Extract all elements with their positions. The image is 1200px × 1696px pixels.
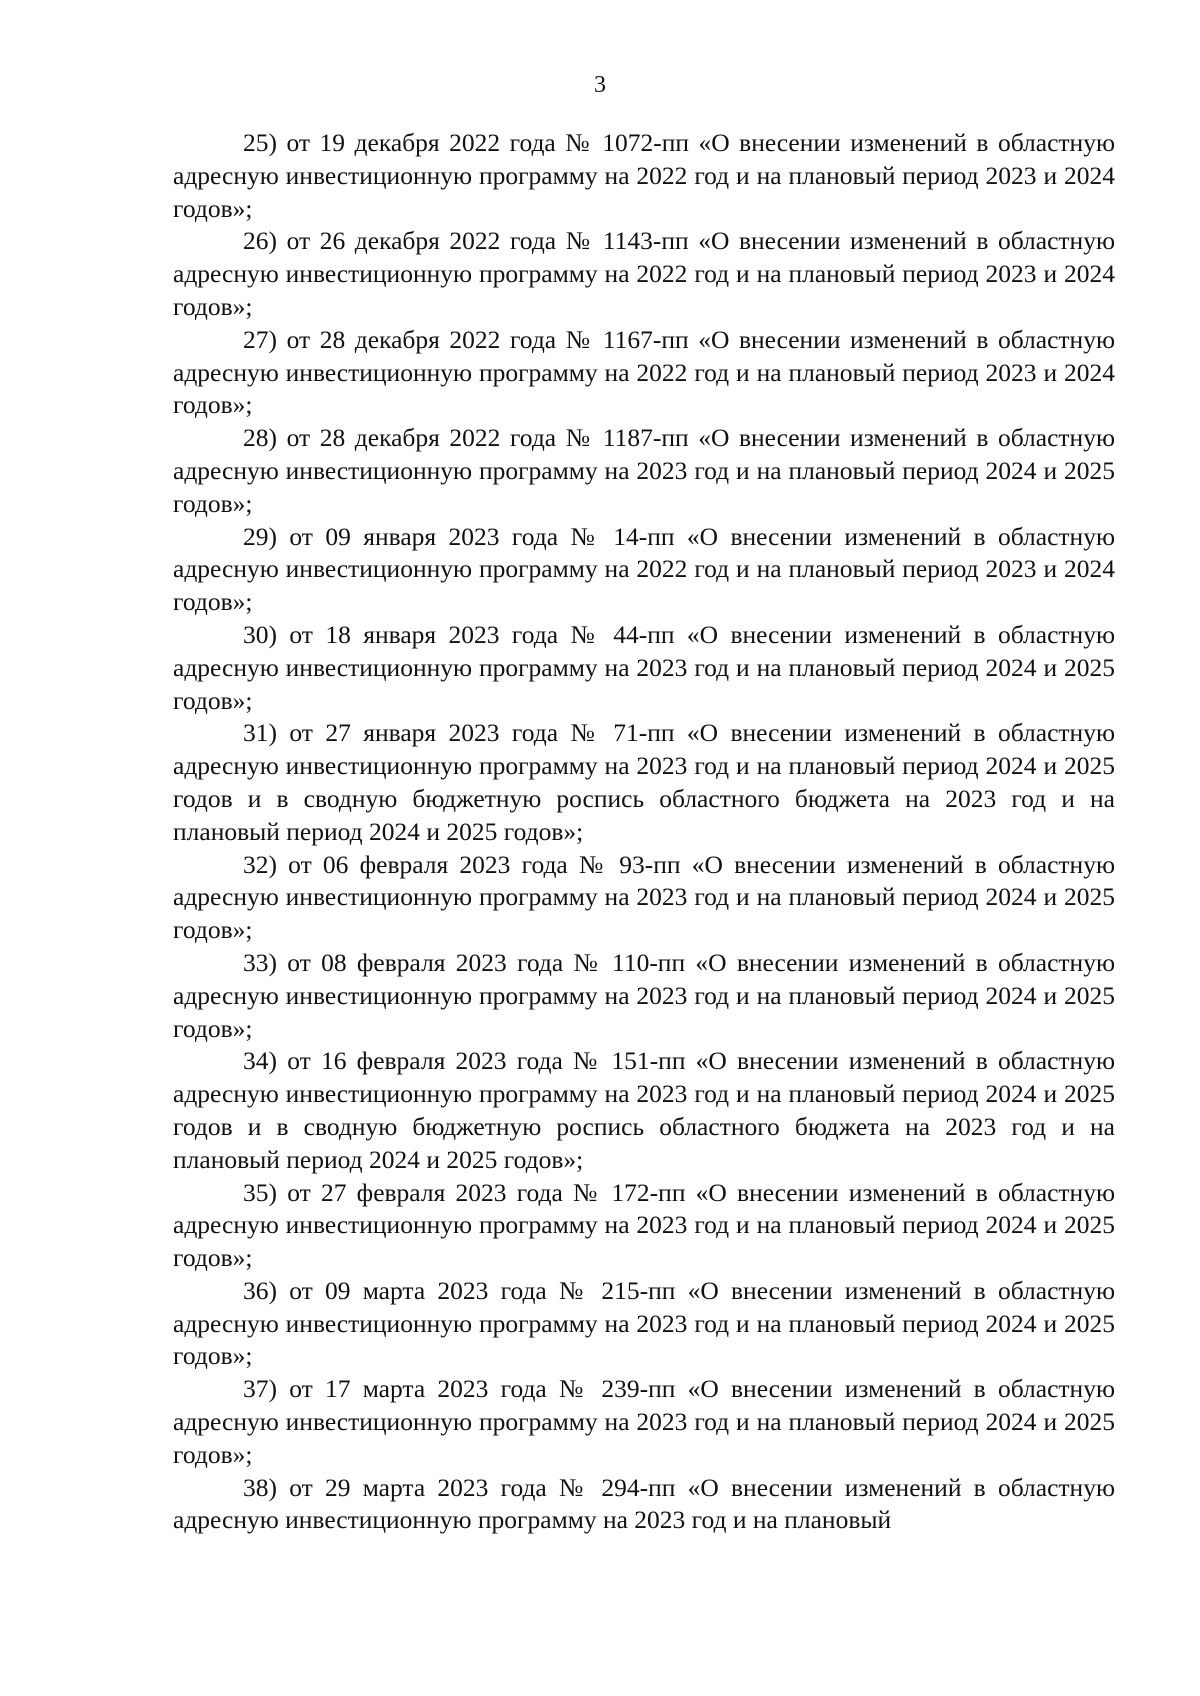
list-item: 37) от 17 марта 2023 года № 239-пп «О внесении изменений в областную адресную инвестиционную программу на 2023 год и на плановый период 2024 и 2025 годов»; xyxy=(173,1374,1115,1469)
list-item: 38) от 29 марта 2023 года № 294-пп «О внесении изменений в областную адресную инвестиционную программу на 2023 год и на плановый xyxy=(173,1472,1115,1535)
list-item: 35) от 27 февраля 2023 года № 172-пп «О внесении изменений в областную адресную инвестиционную программу на 2023 год и на плановый период 2024 и 2025 годов»; xyxy=(173,1177,1115,1273)
page-number: 3 xyxy=(594,72,606,98)
list-item: 32) от 06 февраля 2023 года № 93-пп «О внесении изменений в областную адресную инвестиционную программу на 2023 год и на плановый период 2024 и 2025 годов»; xyxy=(173,849,1115,945)
document-body xyxy=(173,127,1115,1537)
list-item: 26) от 26 декабря 2022 года № 1143-пп «О внесении изменений в областную адресную инвестиционную программу на 2022 год и на плановый период 2023 и 2024 годов»; xyxy=(173,226,1115,321)
list-item: 27) от 28 декабря 2022 года № 1167-пп «О внесении изменений в областную адресную инвестиционную программу на 2022 год и на плановый период 2023 и 2024 годов»; xyxy=(173,324,1115,420)
list-item: 34) от 16 февраля 2023 года № 151-пп «О внесении изменений в областную адресную инвестиционную программу на 2023 год и на плановый период 2024 и 2025 годов и в сводную бюджетную роспись областного бюджета на 2023 год и на плановый период 2024 и 2025 годов»; xyxy=(173,1046,1115,1174)
list-item: 31) от 27 января 2023 года № 71-пп «О внесении изменений в областную адресную инвестиционную программу на 2023 год и на плановый период 2024 и 2025 годов и в сводную бюджетную роспись областного бюджета на 2023 год и на плановый период 2024 и 2025 годов»; xyxy=(173,718,1115,846)
list-item: 29) от 09 января 2023 года № 14-пп «О внесении изменений в областную адресную инвестиционную программу на 2022 год и на плановый период 2023 и 2024 годов»; xyxy=(173,521,1115,617)
list-item: 36) от 09 марта 2023 года № 215-пп «О внесении изменений в областную адресную инвестиционную программу на 2023 год и на плановый период 2024 и 2025 годов»; xyxy=(173,1275,1115,1371)
list-item: 25) от 19 декабря 2022 года № 1072-пп «О внесении изменений в областную адресную инвестиционную программу на 2022 год и на плановый период 2023 и 2024 годов»; xyxy=(173,128,1115,223)
list-item: 30) от 18 января 2023 года № 44-пп «О внесении изменений в областную адресную инвестиционную программу на 2023 год и на плановый период 2024 и 2025 годов»; xyxy=(173,619,1115,715)
list-item: 28) от 28 декабря 2022 года № 1187-пп «О внесении изменений в областную адресную инвестиционную программу на 2023 год и на плановый период 2024 и 2025 годов»; xyxy=(173,423,1115,518)
list-item: 33) от 08 февраля 2023 года № 110-пп «О внесении изменений в областную адресную инвестиционную программу на 2023 год и на плановый период 2024 и 2025 годов»; xyxy=(173,947,1115,1043)
